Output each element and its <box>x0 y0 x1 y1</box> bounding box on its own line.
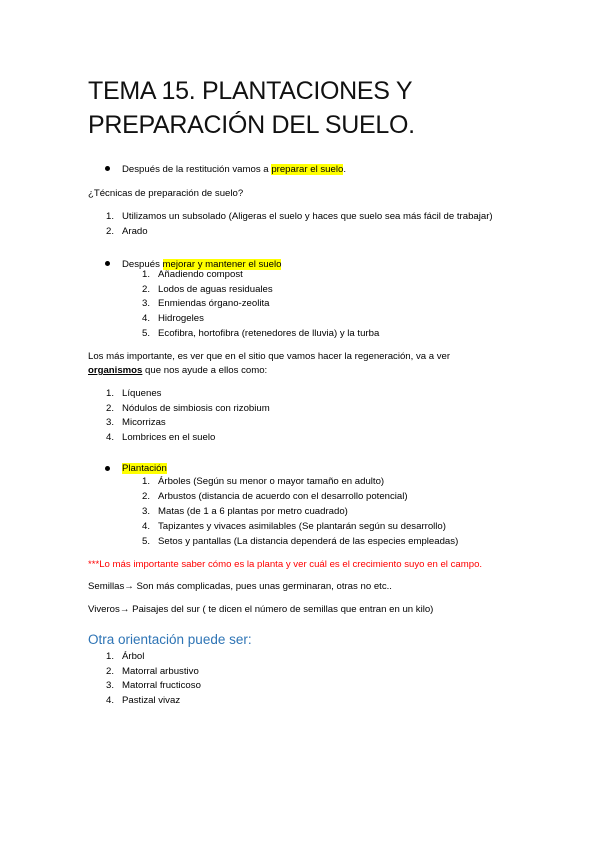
bullet-plantacion <box>122 462 167 475</box>
list-item: Enmiendas órgano-zeolita <box>158 298 270 310</box>
list-item-number: 5. <box>141 536 150 547</box>
list-item-number: 3. <box>141 506 150 517</box>
bullet-text: Después de la restitución vamos a <box>122 164 272 175</box>
bullet-dot <box>105 166 110 171</box>
list-item-number: 2. <box>141 283 150 295</box>
list-item: Árboles (Según su menor o mayor tamaño en adulto) <box>158 476 385 487</box>
list-item-number: 3. <box>141 298 150 310</box>
list-item: Lombrices en el suelo <box>122 432 216 444</box>
list-item-number: 2. <box>105 225 114 237</box>
bullet-restitucion <box>122 163 346 176</box>
document-title <box>88 74 548 142</box>
list-item-number: 4. <box>105 432 114 444</box>
list-item-number: 2. <box>141 491 150 502</box>
list-item: Micorrizas <box>122 417 166 429</box>
list-item: Añadiendo compost <box>158 269 243 280</box>
underlined-organismos: organismos <box>88 365 143 376</box>
list-item: Líquenes <box>122 388 162 399</box>
list-item: Matorral fructicoso <box>122 680 201 692</box>
title-line-2: PREPARACIÓN DEL SUELO. <box>88 111 415 139</box>
list-item: Arado <box>122 225 148 237</box>
paragraph-line-2 <box>88 364 267 377</box>
list-item-number: 2. <box>105 402 114 414</box>
list-item: Ecofibra, hortofibra (retenedores de lluvia) y la turba <box>158 327 380 339</box>
list-item-number: 3. <box>105 417 114 429</box>
list-item-number: 4. <box>141 521 150 532</box>
highlight-preparar-suelo: preparar el suelo <box>271 164 344 175</box>
bullet-dot <box>105 261 110 266</box>
list-item: Árbol <box>122 651 145 662</box>
list-item-number: 1. <box>141 269 150 280</box>
list-item: Matas (de 1 a 6 plantas por metro cuadrado) <box>158 506 348 517</box>
list-item-number: 1. <box>105 388 114 399</box>
bullet-dot-yellow <box>105 466 110 471</box>
list-item-number: 1. <box>141 476 150 487</box>
list-item-number: 5. <box>141 327 150 339</box>
list-item: Setos y pantallas (La distancia dependerá de las especies empleadas) <box>158 536 459 547</box>
viveros-line: Viveros→ Paisajes del sur ( te dicen el número de semillas que entran en un kilo) <box>88 604 434 615</box>
list-item: Pastizal vivaz <box>122 695 181 707</box>
list-item: Utilizamos un subsolado (Aligeras el suelo y haces que suelo sea más fácil de trabajar) <box>122 211 493 222</box>
title-line-1: TEMA 15. PLANTACIONES Y <box>88 77 413 105</box>
bullet-text: Después <box>122 259 163 270</box>
list-item: Nódulos de simbiosis con rizobium <box>122 402 270 414</box>
list-item: Arbustos (distancia de acuerdo con el desarrollo potencial) <box>158 491 408 502</box>
list-item-number: 1. <box>105 211 114 222</box>
list-item: Hidrogeles <box>158 313 204 325</box>
list-item: Tapizantes y vivaces asimilables (Se plantarán según su desarrollo) <box>158 521 446 532</box>
paragraph-line-1: Los más importante, es ver que en el sitio que vamos hacer la regeneración, va a ver <box>88 351 451 362</box>
highlight-plantacion: Plantación <box>122 463 167 474</box>
list-item-number: 1. <box>105 651 114 662</box>
list-item-number: 3. <box>105 680 114 692</box>
question-tecnicas: ¿Técnicas de preparación de suelo? <box>88 188 244 199</box>
list-item: Matorral arbustivo <box>122 665 199 677</box>
highlight-mejorar-suelo: mejorar y mantener el suelo <box>162 259 282 270</box>
bullet-suffix: . <box>343 164 346 175</box>
list-item-number: 4. <box>141 313 150 325</box>
list-item: Lodos de aguas residuales <box>158 283 273 295</box>
list-item-number: 4. <box>105 695 114 707</box>
red-note: ***Lo más importante saber cómo es la planta y ver cuál es el crecimiento suyo en el campo. <box>88 559 483 570</box>
paragraph-rest: que nos ayude a ellos como: <box>142 365 268 376</box>
subheading-otra-orientacion: Otra orientación puede ser: <box>88 632 252 647</box>
semillas-line: Semillas→ Son más complicadas, pues unas germinaran, otras no etc.. <box>88 581 392 592</box>
list-item-number: 2. <box>105 665 114 677</box>
